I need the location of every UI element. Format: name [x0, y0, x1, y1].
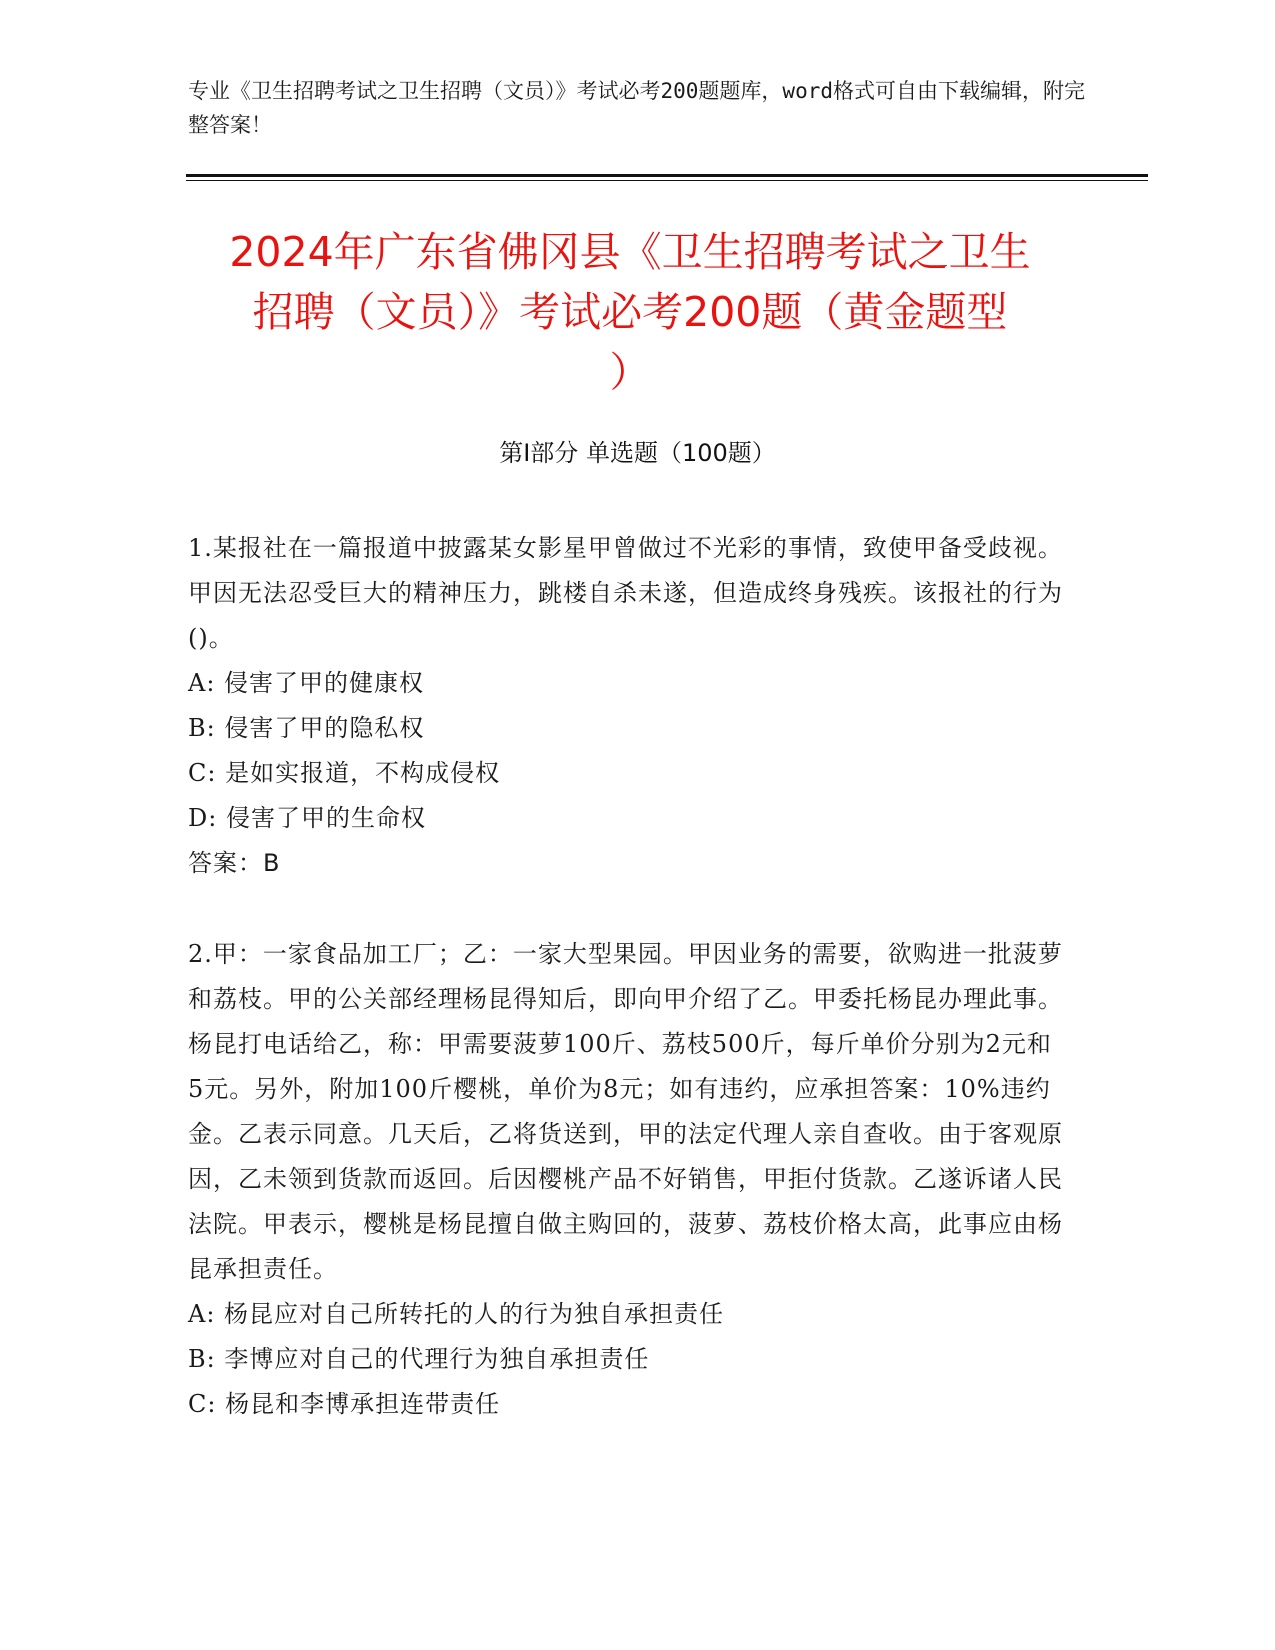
- option-a: A: 侵害了甲的健康权: [188, 669, 425, 697]
- option-b: B: 李博应对自己的代理行为独自承担责任: [188, 1345, 650, 1373]
- header-divider-thin: [186, 180, 1148, 181]
- document-title: [180, 222, 1080, 402]
- header-divider: [186, 174, 1148, 177]
- question-2: [188, 932, 1068, 1427]
- question-stem: 1.某报社在一篇报道中披露某女影星甲曾做过不光彩的事情，致使甲备受歧视。甲因无法忍受巨大的精神压力，跳楼自杀未遂，但造成终身残疾。该报社的行为()。: [188, 534, 1063, 652]
- option-c: C: 杨昆和李博承担连带责任: [188, 1390, 501, 1418]
- question-stem: 2.甲：一家食品加工厂；乙：一家大型果园。甲因业务的需要，欲购进一批菠萝和荔枝。甲的公关部经理杨昆得知后，即向甲介绍了乙。甲委托杨昆办理此事。杨昆打电话给乙，称：甲需要菠萝100斤、荔枝500斤，每斤单价分别为2元和5元。另外，附加100斤樱桃，单价为8元；如有违约，应承担答案：10%违约金。乙表示同意。几天后，乙将货送到，甲的法定代理人亲自查收。由于客观原因，乙未领到货款而返回。后因樱桃产品不好销售，甲拒付货款。乙遂诉诸人民法院。甲表示，樱桃是杨昆擅自做主购回的，菠萝、荔枝价格太高，此事应由杨昆承担责任。: [188, 940, 1063, 1283]
- option-a: A: 杨昆应对自己所转托的人的行为独自承担责任: [188, 1300, 725, 1328]
- option-c: C: 是如实报道，不构成侵权: [188, 759, 501, 787]
- title-line: 2024年广东省佛冈县《卫生招聘考试之卫生: [229, 228, 1031, 276]
- title-line: ）: [609, 348, 651, 396]
- option-b: B: 侵害了甲的隐私权: [188, 714, 425, 742]
- option-d: D: 侵害了甲的生命权: [188, 804, 426, 832]
- section-title: 第I部分 单选题（100题）: [499, 439, 776, 467]
- answer-text: 答案：B: [188, 849, 281, 877]
- header-note: 专业《卫生招聘考试之卫生招聘（文员）》考试必考200题题库，word格式可自由下载编辑，附完整答案！: [188, 79, 1085, 137]
- question-1: [188, 526, 1068, 886]
- title-line: 招聘（文员）》考试必考200题（黄金题型: [252, 288, 1008, 336]
